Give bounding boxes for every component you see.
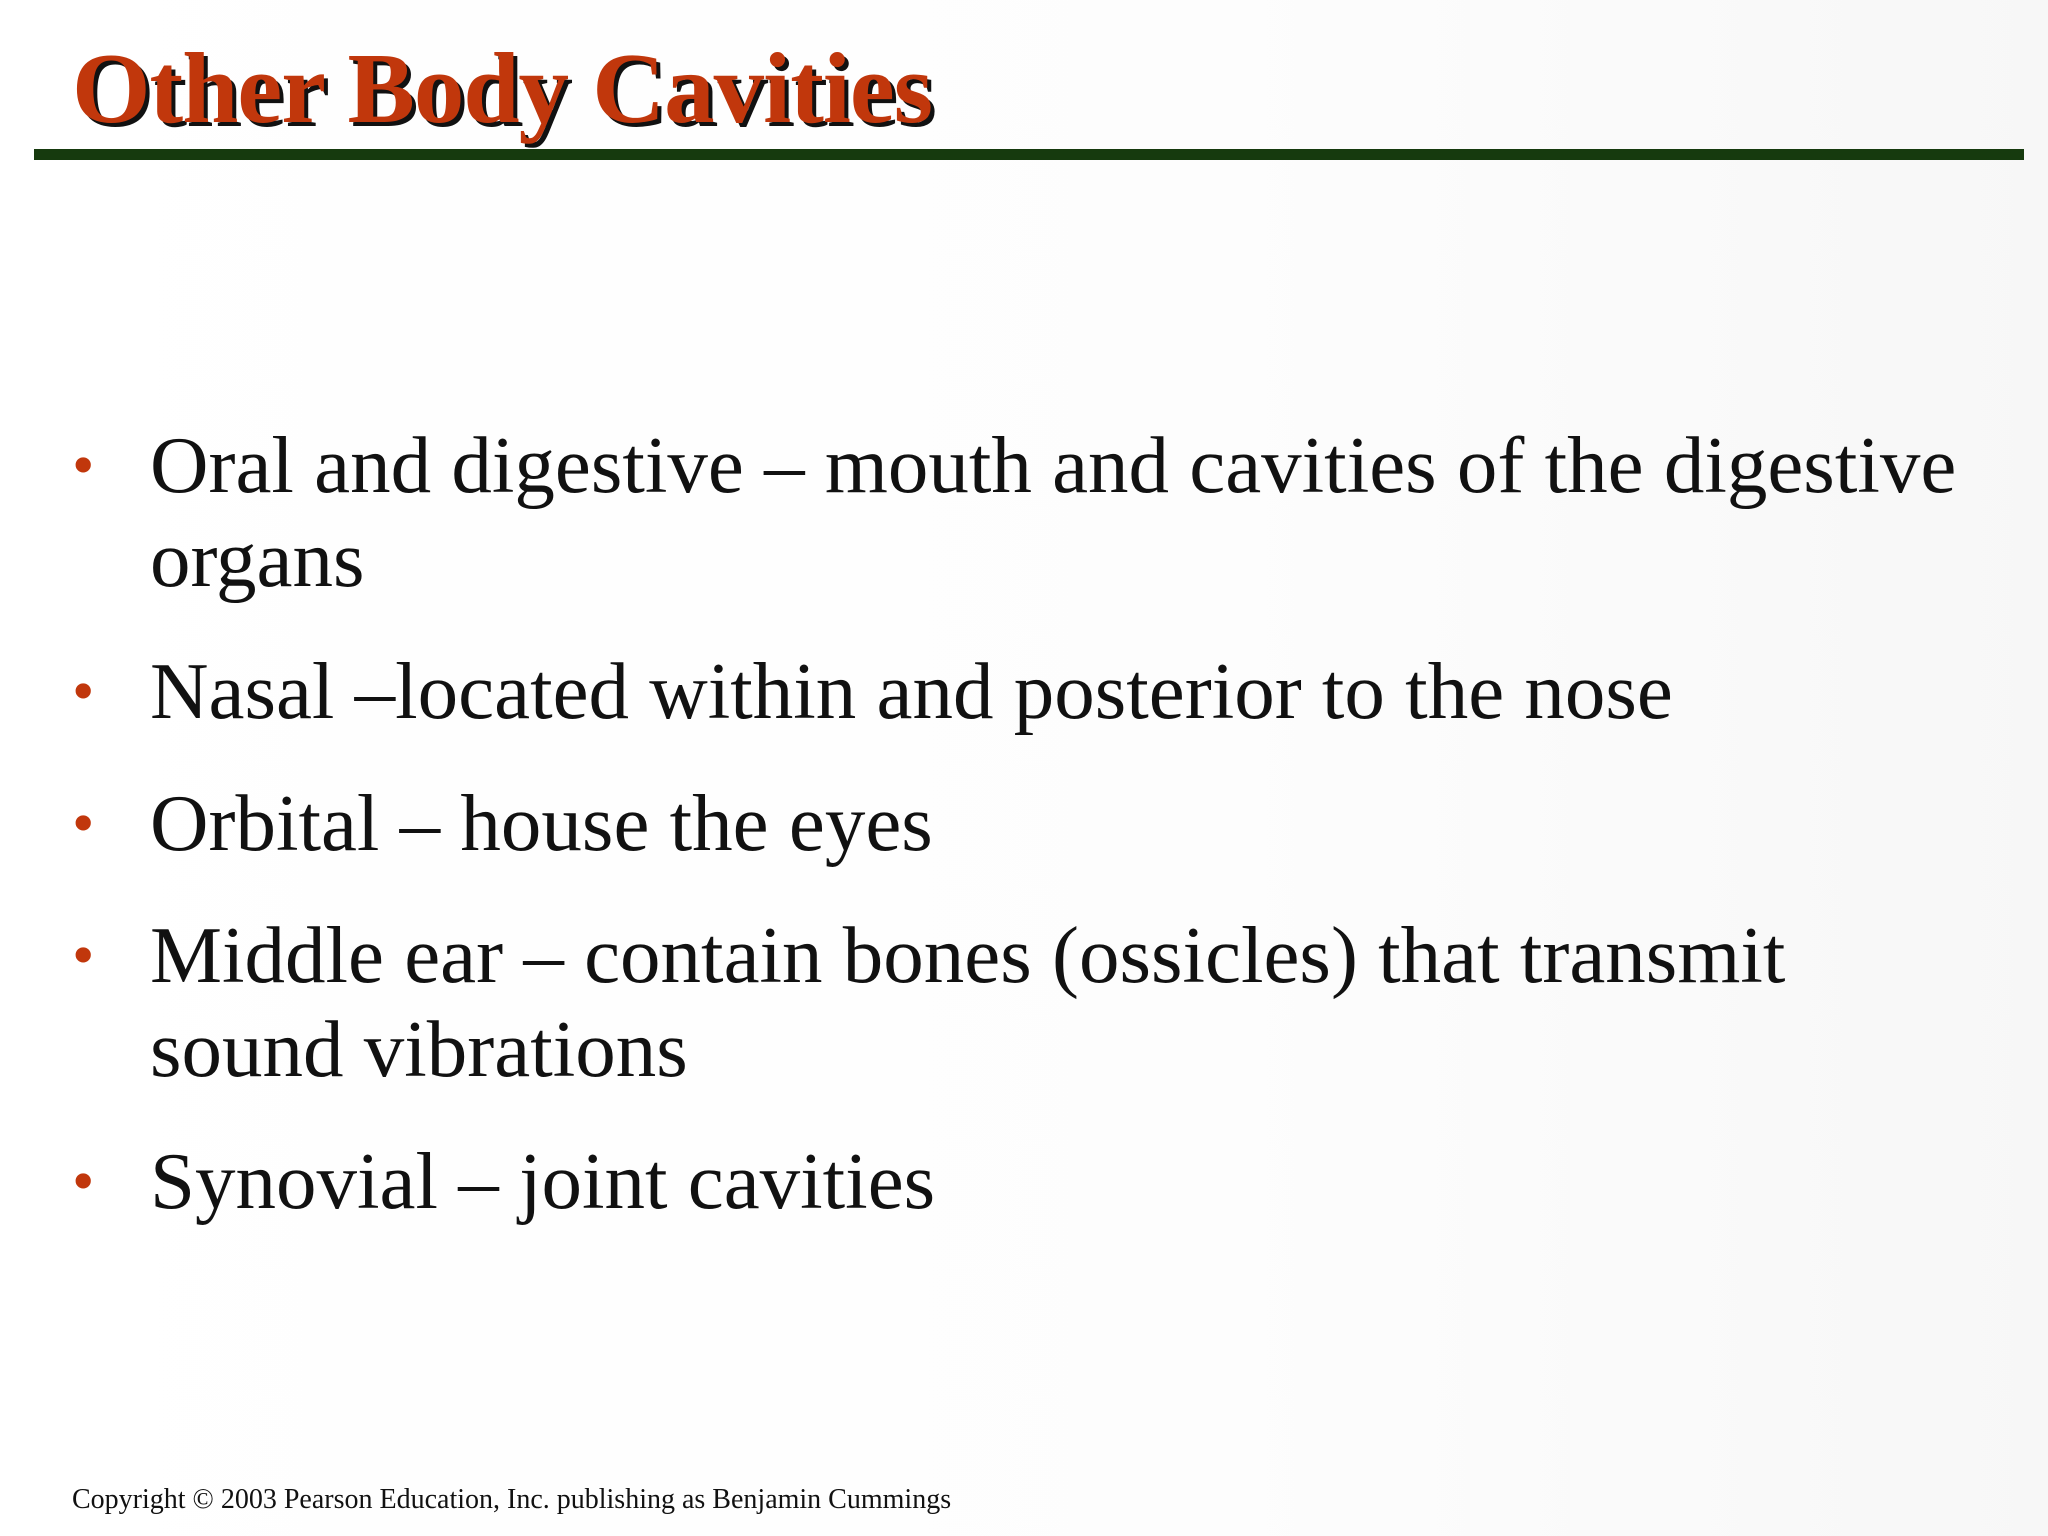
- bullet-item-nasal: [72, 644, 1972, 738]
- bullet-icon: •: [72, 1145, 95, 1216]
- bullet-text: Oral and digestive – mouth and cavities of the digestive organs: [150, 420, 1957, 604]
- bullet-text: Synovial – joint cavities: [150, 1136, 936, 1226]
- bullet-text: Middle ear – contain bones (ossicles) that transmit sound vibrations: [150, 910, 1786, 1094]
- bullet-item-middle-ear: [72, 908, 1972, 1096]
- bullet-text: Orbital – house the eyes: [150, 778, 933, 868]
- bullet-item-orbital: [72, 776, 1972, 870]
- bullet-icon: •: [72, 429, 95, 500]
- bullet-item-oral: [72, 418, 1972, 606]
- bullet-icon: •: [72, 655, 95, 726]
- bullet-text: Nasal –located within and posterior to the nose: [150, 646, 1673, 736]
- copyright-footer: Copyright © 2003 Pearson Education, Inc. publishing as Benjamin Cummings: [72, 1484, 952, 1515]
- bullet-icon: •: [72, 787, 95, 858]
- bullet-item-synovial: [72, 1134, 1972, 1228]
- slide-title: Other Body Cavities: [72, 32, 933, 144]
- bullet-list: [72, 418, 1972, 1266]
- bullet-icon: •: [72, 919, 95, 990]
- title-divider: [34, 149, 2024, 160]
